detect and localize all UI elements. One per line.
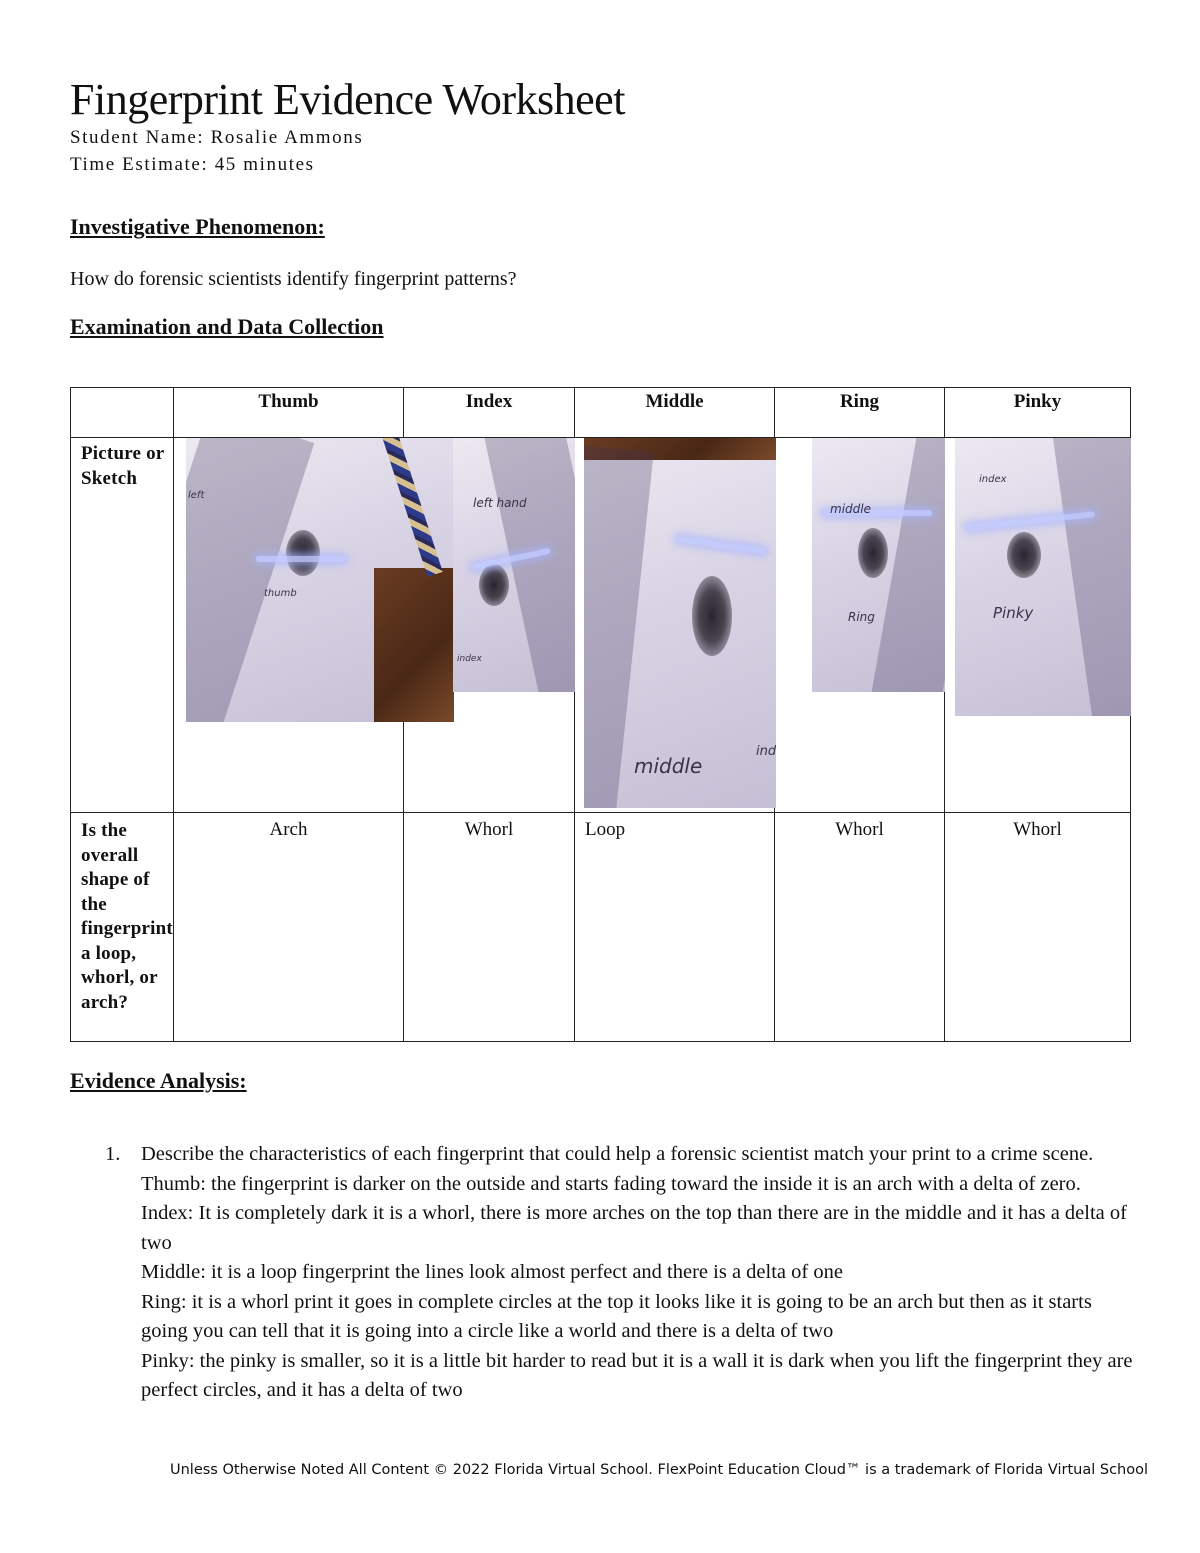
question-prompt: Describe the characteristics of each fingerprint that could help a forensic scientist match your print to a crime scene. xyxy=(141,1143,1094,1165)
ring-photo xyxy=(812,438,945,692)
middle-shape: Loop xyxy=(575,813,775,1042)
middle-picture-cell xyxy=(575,438,775,813)
analysis-heading: Evidence Analysis: xyxy=(70,1068,247,1093)
header-index: Index xyxy=(404,388,575,438)
middle-photo-label: middle xyxy=(634,754,703,778)
shape-row xyxy=(71,813,1131,1042)
header-thumb: Thumb xyxy=(174,388,404,438)
answer-middle: Middle: it is a loop fingerprint the lines look almost perfect and there is a delta of one xyxy=(141,1261,843,1283)
picture-row xyxy=(71,438,1131,813)
middle-photo-side-label: ind xyxy=(756,744,776,759)
data-collection-table xyxy=(70,387,1131,1042)
header-pinky: Pinky xyxy=(945,388,1131,438)
thumb-photo-label-bottom: thumb xyxy=(264,588,297,599)
ring-photo-label-bottom: Ring xyxy=(848,610,875,624)
pinky-picture-cell xyxy=(945,438,1131,813)
shape-row-label: Is the overall shape of the fingerprint a loop, whorl, or arch? xyxy=(71,813,174,1042)
copyright-footer: Unless Otherwise Noted All Content © 2022 Florida Virtual School. FlexPoint Education Cloud™ is a trademark of Florida Virtual School xyxy=(170,1462,1149,1478)
answer-ring: Ring: it is a whorl print it goes in complete circles at the top it looks like it is going to be an arch but then as it starts going you can tell that it is going into a circle like a world and there is a delta of two xyxy=(141,1290,1092,1342)
thumb-shape: Arch xyxy=(174,813,404,1042)
ring-shape: Whorl xyxy=(775,813,945,1042)
ring-photo-label-top: middle xyxy=(830,502,871,516)
answer-thumb: Thumb: the fingerprint is darker on the outside and starts fading toward the inside it is an arch with a delta of zero. xyxy=(141,1172,1081,1195)
ring-picture-cell xyxy=(775,438,945,813)
examination-heading: Examination and Data Collection xyxy=(70,314,384,339)
table-header-row xyxy=(71,388,1131,438)
pinky-photo xyxy=(955,438,1131,716)
header-middle: Middle xyxy=(575,388,775,438)
index-shape: Whorl xyxy=(404,813,575,1042)
header-empty-cell xyxy=(71,388,174,438)
picture-row-label: Picture or Sketch xyxy=(71,438,174,813)
time-estimate: Time Estimate: 45 minutes xyxy=(70,154,315,175)
middle-photo xyxy=(584,438,776,808)
phenomenon-heading: Investigative Phenomenon: xyxy=(70,214,325,239)
index-picture-cell xyxy=(404,438,575,813)
index-photo xyxy=(453,438,575,692)
student-name: Student Name: Rosalie Ammons xyxy=(70,127,364,148)
answer-index: Index: It is completely dark it is a whorl, there is more arches on the top than there are in the middle and it has a delta of two xyxy=(141,1202,1127,1254)
answer-pinky: Pinky: the pinky is smaller, so it is a little bit harder to read but it is a wall it is dark when you lift the fingerprint they are perfect circles, and it has a delta of two xyxy=(141,1349,1133,1401)
header-ring: Ring xyxy=(775,388,945,438)
pinky-shape: Whorl xyxy=(945,813,1131,1042)
thumb-picture-cell xyxy=(174,438,404,813)
thumb-photo-label-top: left xyxy=(188,490,205,501)
pinky-photo-label-bottom: Pinky xyxy=(993,604,1034,622)
page-title: Fingerprint Evidence Worksheet xyxy=(70,75,625,124)
question-number: 1. xyxy=(105,1143,121,1165)
phenomenon-question: How do forensic scientists identify fingerprint patterns? xyxy=(70,268,517,290)
question-body xyxy=(141,1140,1135,1406)
index-photo-label-bottom: index xyxy=(457,654,482,664)
pinky-photo-label-top: index xyxy=(979,474,1007,485)
analysis-question-list xyxy=(105,1140,1135,1406)
index-photo-label-top: left hand xyxy=(473,496,527,510)
